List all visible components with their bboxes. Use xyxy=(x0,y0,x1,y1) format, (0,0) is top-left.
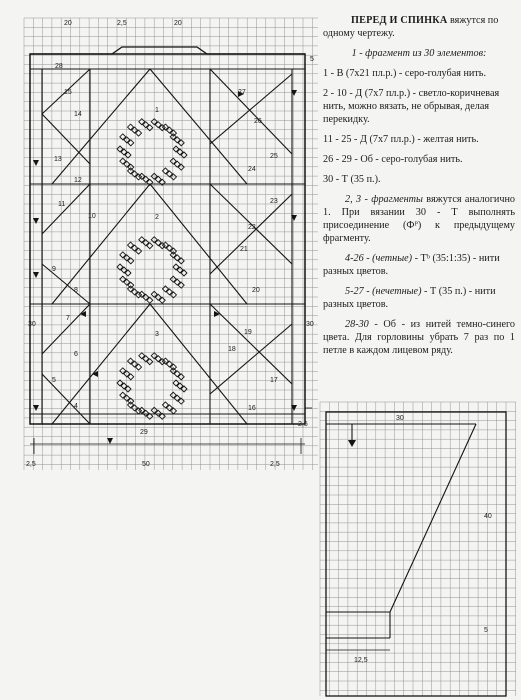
even-elements xyxy=(323,252,515,278)
fragment-label-2: 2 xyxy=(155,214,159,221)
element-5: 5 xyxy=(52,377,56,384)
fragments-2-3 xyxy=(323,193,515,245)
element-17: 17 xyxy=(270,377,278,384)
element-9: 9 xyxy=(52,266,56,273)
item-4: 26 - 29 - Об - серо-голубая нить. xyxy=(323,154,463,165)
element-25: 25 xyxy=(270,153,278,160)
element-21: 21 xyxy=(240,246,248,253)
neckline-lines xyxy=(326,412,506,696)
element-14: 14 xyxy=(74,111,82,118)
dim-bottom-left: 2,5 xyxy=(26,461,36,468)
element-4: 4 xyxy=(74,403,78,410)
dim-bottom-right: 2,5 xyxy=(270,461,280,468)
element-26: 26 xyxy=(254,118,262,125)
neck-dim-right-bottom: 5 xyxy=(484,627,488,634)
even-rest: - Тᵇ (35:1:35) - нити разных цветов. xyxy=(323,253,500,277)
element-15: 15 xyxy=(64,89,72,96)
item-1: 1 - В (7х21 пл.р.) - серо-голубая нить. xyxy=(323,68,486,79)
instructions-column xyxy=(323,14,515,364)
neck-dim-bottom: 12,5 xyxy=(354,657,368,664)
title-bold: ПЕРЕД И СПИНКА xyxy=(351,15,448,26)
fragments-2-3-rest: вяжутся аналогично 1. При вязании 30 - Т выполнять присоединение (Фᴾ) к предыдущему фрагменту. xyxy=(323,194,515,244)
dim-top-right: 20 xyxy=(174,20,182,27)
graph-paper-grid-small xyxy=(320,402,516,696)
direction-arrows xyxy=(33,90,297,444)
element-16: 16 xyxy=(248,405,256,412)
title-rest: вяжутся по одному чертежу. xyxy=(323,15,499,39)
neckline-diagram xyxy=(318,400,518,698)
section-title xyxy=(323,14,515,40)
element-18: 18 xyxy=(228,346,236,353)
dim-right-top: 5 xyxy=(310,56,314,63)
dim-bottom-mid: 50 xyxy=(142,461,150,468)
odd-elements xyxy=(323,285,515,311)
dim-top-left: 20 xyxy=(64,20,72,27)
dim-right-30: 30 xyxy=(306,321,314,328)
element-29: 29 xyxy=(140,429,148,436)
item-3: 11 - 25 - Д (7х7 пл.р.) - желтая нить. xyxy=(323,134,479,145)
fragment1-heading: 1 - фрагмент из 30 элементов: xyxy=(351,48,487,59)
item-2: 2 - 10 - Д (7х7 пл.р.) - светло-коричневая нить, можно вязать, не обрывая, делая перекидку. xyxy=(323,88,500,125)
dim-right-bottom: 2,5 xyxy=(298,421,308,428)
dim-top-mid: 2,5 xyxy=(117,20,127,27)
graph-paper-grid xyxy=(24,18,318,470)
element-8: 8 xyxy=(74,287,78,294)
dim-left-30: 30 xyxy=(28,321,36,328)
element-19: 19 xyxy=(244,329,252,336)
element-10: 10 xyxy=(88,213,96,220)
element-24: 24 xyxy=(248,166,256,173)
odd-italic: 5-27 - (нечетные) xyxy=(345,286,422,297)
element-27: 27 xyxy=(238,89,246,96)
element-numbers xyxy=(52,63,278,436)
front-back-pattern-diagram xyxy=(22,14,322,474)
fragment-label-3: 3 xyxy=(155,331,159,338)
even-italic: 4-26 - (четные) xyxy=(345,253,413,264)
element-6: 6 xyxy=(74,351,78,358)
final-elements xyxy=(323,318,515,357)
fragment-label-1: 1 xyxy=(155,107,159,114)
element-28: 28 xyxy=(55,63,63,70)
fragments-2-3-italic: 2, 3 - фрагменты xyxy=(345,194,423,205)
final-italic: 28-30 xyxy=(345,319,369,330)
element-11: 11 xyxy=(58,201,66,208)
element-12: 12 xyxy=(74,177,82,184)
element-20: 20 xyxy=(252,287,260,294)
odd-rest: - Т (35 п.) - нити разных цветов. xyxy=(323,286,496,310)
element-22: 22 xyxy=(248,224,256,231)
item-5: 30 - Т (35 п.). xyxy=(323,174,381,185)
neck-dim-top: 30 xyxy=(396,415,404,422)
element-7: 7 xyxy=(66,315,70,322)
element-13: 13 xyxy=(54,156,62,163)
element-23: 23 xyxy=(270,198,278,205)
neck-dim-right: 40 xyxy=(484,513,492,520)
final-rest: - Об - из нитей темно-синего цвета. Для горловины убрать 7 раз по 1 петле в каждом лицевом ряду. xyxy=(323,319,515,356)
